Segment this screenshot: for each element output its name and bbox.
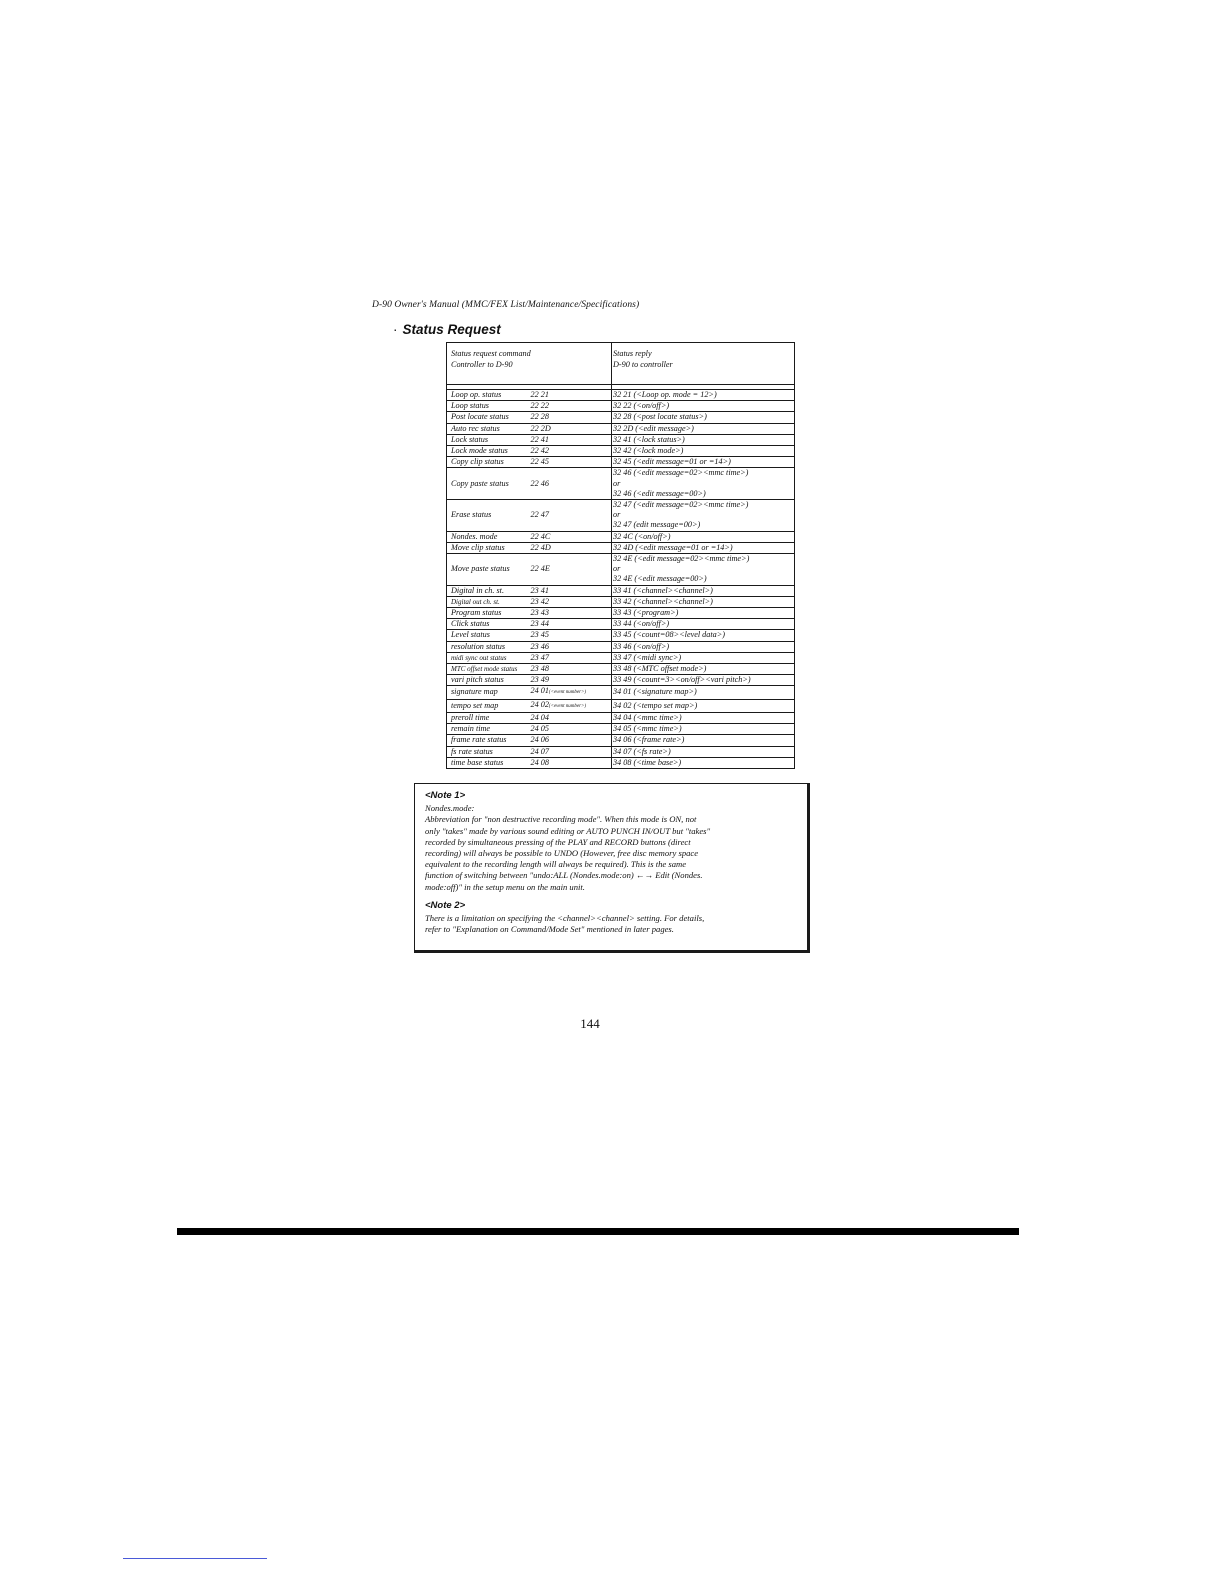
command-code-cell	[529, 712, 612, 723]
command-code: 24 02	[530, 699, 549, 709]
reply-line: or	[613, 510, 621, 520]
table-row	[447, 468, 795, 500]
command-code-cell	[529, 630, 612, 641]
command-code-cell	[529, 434, 612, 445]
note-2-line: There is a limitation on specifying the <channel><channel> setting. For details,	[425, 913, 705, 924]
command-code-cell	[529, 531, 612, 542]
request-header-line: Controller to D-90	[451, 360, 513, 369]
command-code-cell	[529, 412, 612, 423]
table-row	[447, 531, 795, 542]
command-name-cell: fs rate status	[447, 746, 529, 757]
command-name-cell: vari pitch status	[447, 675, 529, 686]
section-bullet: ·	[393, 322, 398, 337]
reply-cell: 34 01 (<signature map>)	[612, 686, 795, 699]
bottom-rule	[177, 1228, 1019, 1235]
command-code-cell	[529, 446, 612, 457]
reply-cell	[612, 554, 795, 586]
reply-cell: 34 02 (<tempo set map>)	[612, 699, 795, 712]
reply-cell: 33 42 (<channel><channel>)	[612, 596, 795, 607]
reply-cell: 32 42 (<lock mode>)	[612, 446, 795, 457]
command-code: 24 08	[530, 757, 549, 767]
command-name-cell: Copy clip status	[447, 457, 529, 468]
command-code-cell	[529, 757, 612, 768]
note-1-line: recorded by simultaneous pressing of the PLAY and RECORD buttons (direct	[425, 836, 691, 847]
reply-cell: 32 45 (<edit message=01 or =14>)	[612, 457, 795, 468]
table-row	[447, 412, 795, 423]
command-code: 22 21	[530, 390, 549, 399]
command-name-cell: remain time	[447, 724, 529, 735]
command-code-cell	[529, 401, 612, 412]
command-code: 22 42	[530, 446, 549, 456]
command-name-cell: Erase status	[447, 500, 529, 532]
command-code: 24 05	[530, 724, 549, 734]
note-2-title: <Note 2>	[425, 899, 466, 911]
reply-cell: 33 45 (<count=08><level data>)	[612, 630, 795, 641]
command-code: 23 49	[530, 675, 549, 685]
command-name-cell: Post locate status	[447, 412, 529, 423]
note-1-line: function of switching between "undo:ALL (Nondes.mode:on) ←→ Edit (Nondes.	[425, 870, 703, 881]
command-code-cell	[529, 664, 612, 675]
command-code-cell	[529, 735, 612, 746]
command-code: 23 47	[530, 652, 549, 662]
page-number: 144	[580, 1016, 600, 1031]
command-code-cell	[529, 542, 612, 553]
command-name-cell: Level status	[447, 630, 529, 641]
reply-cell: 32 28 (<post locate status>)	[612, 412, 795, 423]
note-2-body	[425, 913, 797, 935]
reply-cell: 33 48 (<MTC offset mode>)	[612, 664, 795, 675]
note-1-title: <Note 1>	[425, 790, 466, 801]
command-code: 23 41	[530, 585, 549, 595]
reply-cell: 33 44 (<on/off>)	[612, 619, 795, 630]
command-code: 22 47	[530, 510, 549, 520]
reply-cell: 34 04 (<mmc time>)	[612, 712, 795, 723]
command-name-cell: Move paste status	[447, 554, 529, 586]
command-code: 22 4C	[530, 531, 551, 541]
reply-line: or	[613, 478, 621, 488]
command-code: 23 48	[530, 664, 549, 674]
table-row	[447, 596, 795, 607]
command-name-cell: Digital out ch. st.	[447, 596, 529, 607]
command-code: 22 41	[530, 434, 549, 444]
footer-link-underline	[123, 1558, 267, 1559]
request-header-cell	[447, 343, 612, 385]
note-1-body	[425, 803, 797, 893]
note-1-line: recording) will always be possible to UNDO (However, free disc memory space	[425, 848, 699, 859]
reply-line: 32 46 (<edit message=00>)	[613, 488, 706, 498]
command-code: 23 44	[530, 619, 549, 629]
command-name-cell: frame rate status	[447, 735, 529, 746]
command-code-cell	[529, 724, 612, 735]
command-code: 22 28	[530, 412, 549, 422]
table-row	[447, 699, 795, 712]
command-code: 22 45	[530, 457, 549, 467]
reply-line: 32 46 (<edit message=02><mmc time>)	[613, 468, 749, 478]
table-row	[447, 686, 795, 699]
table-row	[447, 675, 795, 686]
command-code: 24 04	[530, 712, 549, 722]
command-name-cell: tempo set map	[447, 699, 529, 712]
reply-line: 32 47 (<edit message=02><mmc time>)	[613, 500, 749, 510]
command-code-cell	[529, 746, 612, 757]
reply-cell: 32 21 (<Loop op. mode = 12>)	[612, 390, 795, 401]
command-code: 22 46	[530, 478, 549, 488]
reply-cell	[612, 500, 795, 532]
table-row	[447, 434, 795, 445]
table-row	[447, 757, 795, 768]
note-1-line: Nondes.mode:	[425, 803, 475, 814]
reply-cell: 32 4D (<edit message=01 or =14>)	[612, 542, 795, 553]
command-code: 24 07	[530, 746, 549, 756]
command-code-cell	[529, 608, 612, 619]
command-name-cell: Move clip status	[447, 542, 529, 553]
reply-cell: 32 22 (<on/off>)	[612, 401, 795, 412]
command-code-cell	[529, 457, 612, 468]
command-code: 23 46	[530, 641, 549, 651]
request-header-line: Status request command	[451, 349, 531, 358]
command-name-cell: time base status	[447, 757, 529, 768]
table-row	[447, 554, 795, 586]
table-row	[447, 585, 795, 596]
command-code-cell	[529, 699, 612, 712]
command-code-cell	[529, 596, 612, 607]
reply-cell: 33 46 (<on/off>)	[612, 641, 795, 652]
reply-line: 32 4E (<edit message=02><mmc time>)	[613, 554, 750, 564]
status-request-table	[446, 342, 795, 769]
command-name-cell: Auto rec status	[447, 423, 529, 434]
table-row	[447, 630, 795, 641]
section-title	[393, 322, 501, 337]
table-row	[447, 664, 795, 675]
command-name-cell: Click status	[447, 619, 529, 630]
command-code-cell	[529, 619, 612, 630]
command-code-cell	[529, 675, 612, 686]
reply-header-cell	[612, 343, 795, 385]
note-1-line: mode:off)" in the setup menu on the main unit.	[425, 881, 585, 892]
reply-cell: 32 4C (<on/off>)	[612, 531, 795, 542]
table-row	[447, 735, 795, 746]
command-code-cell	[529, 585, 612, 596]
command-code: 24 01	[530, 686, 549, 696]
note-1-line: equivalent to the recording length will always be required). This is the same	[425, 859, 687, 870]
command-name-cell: Lock mode status	[447, 446, 529, 457]
command-code-cell	[529, 423, 612, 434]
reply-cell: 33 43 (<program>)	[612, 608, 795, 619]
command-code: 23 43	[530, 608, 549, 618]
command-code: 23 45	[530, 630, 549, 640]
command-name-cell: Loop op. status	[447, 390, 529, 401]
command-code-cell	[529, 652, 612, 663]
command-code-cell	[529, 554, 612, 586]
command-name-cell: Copy paste status	[447, 468, 529, 500]
command-name-cell: MTC offset mode status	[447, 664, 529, 675]
note-2-line: refer to "Explanation on Command/Mode Set" mentioned in later pages.	[425, 924, 674, 935]
table-row	[447, 500, 795, 532]
table-row	[447, 724, 795, 735]
command-code-cell	[529, 641, 612, 652]
reply-header-line: Status reply	[613, 349, 652, 358]
command-code: 22 4D	[530, 542, 551, 552]
table-row	[447, 542, 795, 553]
command-code-suffix: (<event number>)	[548, 690, 587, 696]
command-code-cell	[529, 468, 612, 500]
command-name-cell: Nondes. mode	[447, 531, 529, 542]
reply-line: 32 47 (edit message=00>)	[613, 520, 701, 530]
note-1-line: Abbreviation for "non destructive recording mode". When this mode is ON, not	[425, 814, 697, 825]
table-header-row	[447, 343, 795, 385]
reply-cell: 34 06 (<frame rate>)	[612, 735, 795, 746]
table-row	[447, 457, 795, 468]
reply-cell: 34 08 (<time base>)	[612, 757, 795, 768]
reply-cell: 34 05 (<mmc time>)	[612, 724, 795, 735]
table-row	[447, 390, 795, 401]
command-code-suffix: (<event number>)	[548, 703, 587, 709]
reply-cell: 33 49 (<count=3><on/off><vari pitch>)	[612, 675, 795, 686]
command-code: 23 42	[530, 596, 549, 606]
command-code: 22 2D	[530, 423, 551, 433]
table-row	[447, 652, 795, 663]
command-name-cell: midi sync out status	[447, 652, 529, 663]
reply-header-line: D-90 to controller	[613, 360, 673, 369]
command-name-cell: Digital in ch. st.	[447, 585, 529, 596]
command-code: 22 22	[530, 401, 549, 411]
command-name-cell: signature map	[447, 686, 529, 699]
command-name-cell: Program status	[447, 608, 529, 619]
table-row	[447, 619, 795, 630]
command-code: 24 06	[530, 735, 549, 745]
table-row	[447, 401, 795, 412]
table-row	[447, 641, 795, 652]
table-row	[447, 746, 795, 757]
command-name-cell: preroll time	[447, 712, 529, 723]
notes-box	[414, 783, 810, 953]
reply-cell: 34 07 (<fs rate>)	[612, 746, 795, 757]
table-row	[447, 423, 795, 434]
running-header: D-90 Owner's Manual (MMC/FEX List/Maintenance/Specifications)	[372, 300, 640, 310]
reply-cell: 33 41 (<channel><channel>)	[612, 585, 795, 596]
reply-line: 32 4E (<edit message=00>)	[613, 574, 707, 584]
reply-line: or	[613, 564, 621, 574]
reply-cell: 32 2D (<edit message>)	[612, 423, 795, 434]
command-code-cell	[529, 500, 612, 532]
command-name-cell: resolution status	[447, 641, 529, 652]
command-code-cell	[529, 686, 612, 699]
command-code: 22 4E	[530, 564, 550, 574]
table-row	[447, 608, 795, 619]
table-row	[447, 712, 795, 723]
command-code-cell	[529, 390, 612, 401]
section-title-text: Status Request	[402, 322, 501, 337]
reply-cell: 32 41 (<lock status>)	[612, 434, 795, 445]
reply-cell	[612, 468, 795, 500]
command-name-cell: Loop status	[447, 401, 529, 412]
table-row	[447, 446, 795, 457]
note-1-line: only "takes" made by various sound editing or AUTO PUNCH IN/OUT but "takes"	[425, 825, 711, 836]
command-name-cell: Lock status	[447, 434, 529, 445]
reply-cell: 33 47 (<midi sync>)	[612, 652, 795, 663]
